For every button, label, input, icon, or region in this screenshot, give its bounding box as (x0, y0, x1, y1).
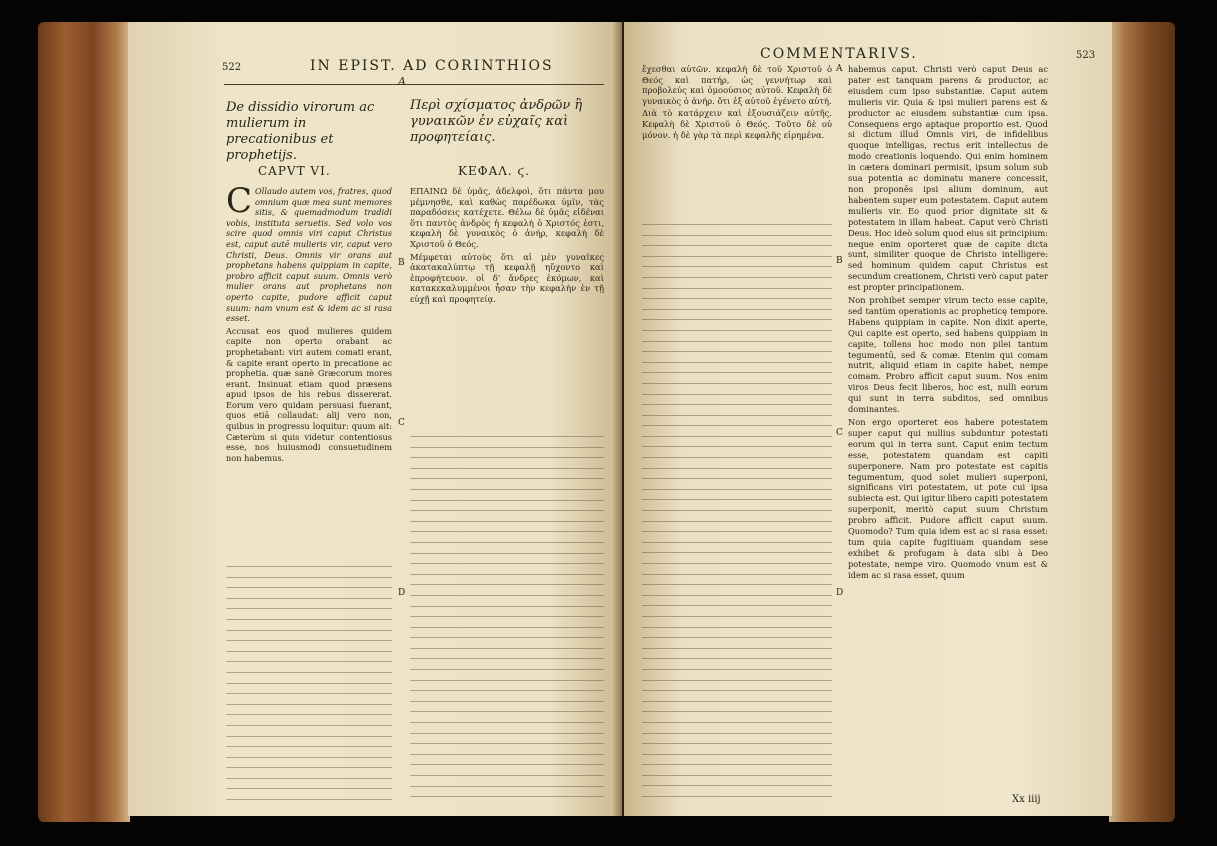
greek-chapter-heading: ΚΕΦΑΛ. ϛ. (458, 164, 531, 178)
running-head: IN EPIST. AD CORINTHIOS (310, 58, 554, 74)
latin-title: De dissidio virorum ac mulierum in precationibus et prophetijs. (226, 100, 375, 163)
greek-paragraph: Διὰ τὸ κατάρχειν καὶ ἐξουσιάζειν αὐτῆς. Κεφαλὴ δὲ Χριστοῦ ὁ Θεός. Τοῦτο δὲ οὐ μόνον. ἡ δὲ γὰρ τὰ περὶ κεφαλῆς εἰρημένα. (642, 108, 832, 140)
greek-column (410, 186, 604, 806)
margin-letter: D (398, 588, 406, 598)
page-number: 522 (222, 62, 242, 73)
latin-paragraph: Non prohibet semper virum tecto esse capite, sed tantùm operationis ac propheticę tempore. Habens quippiam in capite. Non dixit aperte, Qui capite est operto, sed habens quippiam in capite, tollens hoc modo non pilei tantum tegumentū, sed & comæ. Etenim qui comam nutrit, aliquid etiam in capite habet, nempe comam. Probro afficit caput suum. Nos enim viros Deus fecit liberos, hoc est, nulli eorum qui sunt in terra subditos, sed omnibus dominantes. (848, 295, 1048, 415)
margin-letter: B (836, 256, 843, 266)
right-page-edges (1109, 22, 1175, 822)
signature-mark: A (398, 75, 406, 88)
continuing-text-lines (642, 224, 832, 807)
right-page (624, 22, 1112, 816)
left-page-edges (38, 22, 130, 822)
latin-paragraph: habemus caput. Christi verò caput Deus ac pater est tanquam parens & productor, ac eiusdem cum ipso substantiæ. Caput autem mulieris vir. Quia & ipsi mulieri parens est & productor ac eiusdem substantiæ cum ipsa. Consequens ergo aptaque proportio est. Quod si dictum illud Omnis viri, de infidelibus quoque intelligas, rectus erit intellectus de modo creationis loquendo. Qui enim hominem in cætera dominari permisit, ipsum solum sub sua potentia ac dominatu manere concessit, non proponēs ipsi alium dominum, aut habentem super eum potestatem. Caput autem mulieris vir. Eo quod prior dignitate sit & potestatem in illam habeat. Caput verò Christi Deus. Hoc ideò solum quod eius sit principium: neque enim oporteret quæ de capite dicta sunt, similiter quoque de Christo intelligere: sed hominum quidem caput Christus est secundum creationem, Christi verò caput pater est propter principationem. (848, 64, 1048, 293)
margin-letter: C (398, 418, 405, 428)
left-page (128, 22, 622, 816)
latin-paragraph: Accusat eos quod mulieres quidem capite non operto orabant ac prophetabant: viri autem comati erant, & capite erant operto in precatione ac prophetia. quæ sanè Græcorum mores erant. Insinuat etiam quod præsens apud ipsos de his rebus dissererat. Eorum vero quidam persuasi fuerant, quos etiā collaudat: alij vero non, quibus in progressu loquitur: quum ait: Cæterùm si quis videtur contentiosus esse, nos huiusmodi consuetudinem non habemus. (226, 325, 392, 463)
continuing-text-lines (226, 566, 392, 810)
greek-title: Περὶ σχίσματος ἀνδρῶν ἢ γυναικῶν ἐν εὐχαῖς καὶ προφητείαις. (410, 98, 583, 145)
margin-letter: B (398, 258, 405, 268)
greek-paragraph: ἔχεσθαι αὐτῶν. κεφαλὴ δὲ τοῦ Χριστοῦ ὁ Θεός καὶ πατήρ, ὡς γεννήτωρ καὶ προβολεύς καὶ ὁμοούσιος αὐτοῦ. Κεφαλὴ δὲ γυναικὸς ὁ ἀνήρ. ὅτι ἐξ αὐτοῦ ἐγένετο αὐτή. (642, 64, 832, 106)
page-number: 523 (1076, 50, 1096, 61)
greek-paragraph: ΕΠΑΙΝΩ δὲ ὑμᾶς, ἀδελφοὶ, ὅτι πάντα μου μέμνησθε, καὶ καθὼς παρέδωκα ὑμῖν, τὰς παραδόσεις κατέχετε. Θέλω δὲ ὑμᾶς εἰδέναι ὅτι παντὸς ἀνδρὸς ἡ κεφαλὴ ὁ Χριστός ἐστι, κεφαλὴ δὲ γυναικὸς ὁ ἀνήρ, κεφαλὴ δὲ Χριστοῦ ὁ Θεός. (410, 186, 604, 249)
margin-letter: A (836, 64, 843, 74)
drop-cap: C (226, 181, 253, 221)
running-head: COMMENTARIVS. (760, 46, 918, 62)
greek-column (642, 64, 832, 804)
greek-paragraph: Μέμφεται αὐτοὺς ὅτι αἱ μὲν γυναῖκες ἀκατακαλύπτῳ τῇ κεφαλῇ ηὔχοντο καὶ ἐπροφήτευον. οἱ δ' ἄνδρες ἐκόμων, καὶ κατακεκαλυμμένοι ἦσαν τὴν κεφαλὴν ἐν τῇ εὐχῇ καὶ προφητείᾳ. (410, 251, 604, 304)
latin-chapter-heading: CAPVT VI. (258, 164, 331, 178)
margin-letter: C (836, 428, 843, 438)
header-rule (224, 84, 604, 85)
latin-column (848, 64, 1048, 794)
margin-letter: D (836, 588, 844, 598)
continuing-text-lines (410, 436, 604, 807)
latin-column (226, 181, 392, 806)
latin-paragraph: Ollaudo autem vos, fratres, quod omnium quæ mea sunt memores sitis, & quemadmodum tradidi vobis, instituta seruetis. Sed volo vos scire quod omnis viri caput Christus est, caput autē mulieris vir, caput vero Christi, Deus. Omnis vir orans aut prophetans habens quippiam in capite, probro afficit caput suum. Omnis verò mulier orans aut prophetans non operto capite, pudore afficit caput suum: nam vnum est & idem ac si rasa esset. (226, 186, 392, 324)
signature-mark: Xx iiij (1012, 794, 1041, 805)
latin-paragraph: Non ergo oporteret eos habere potestatem super caput qui nullius subduntur potestati eorum qui in terra sunt. Caput enim tectum esse, potestatem quandam est capiti superponere. Nam pro potestate est capitis tegumentum, quod solet mulieri superponi, significans viri potestatem, ut pote cui ipsa subiecta est. Qui igitur libero capiti potestatem superponit, meritò caput suum Christum probro afficit. Pudore afficit caput suum. Quomodo? Tum quia idem est ac si rasa esset: tum quia capite fugitiuam quandam sese exhibet & profugam à data sibi à Deo potestate, nempe viro. Quomodo vnum est & idem ac si rasa esset, quum (848, 417, 1048, 580)
